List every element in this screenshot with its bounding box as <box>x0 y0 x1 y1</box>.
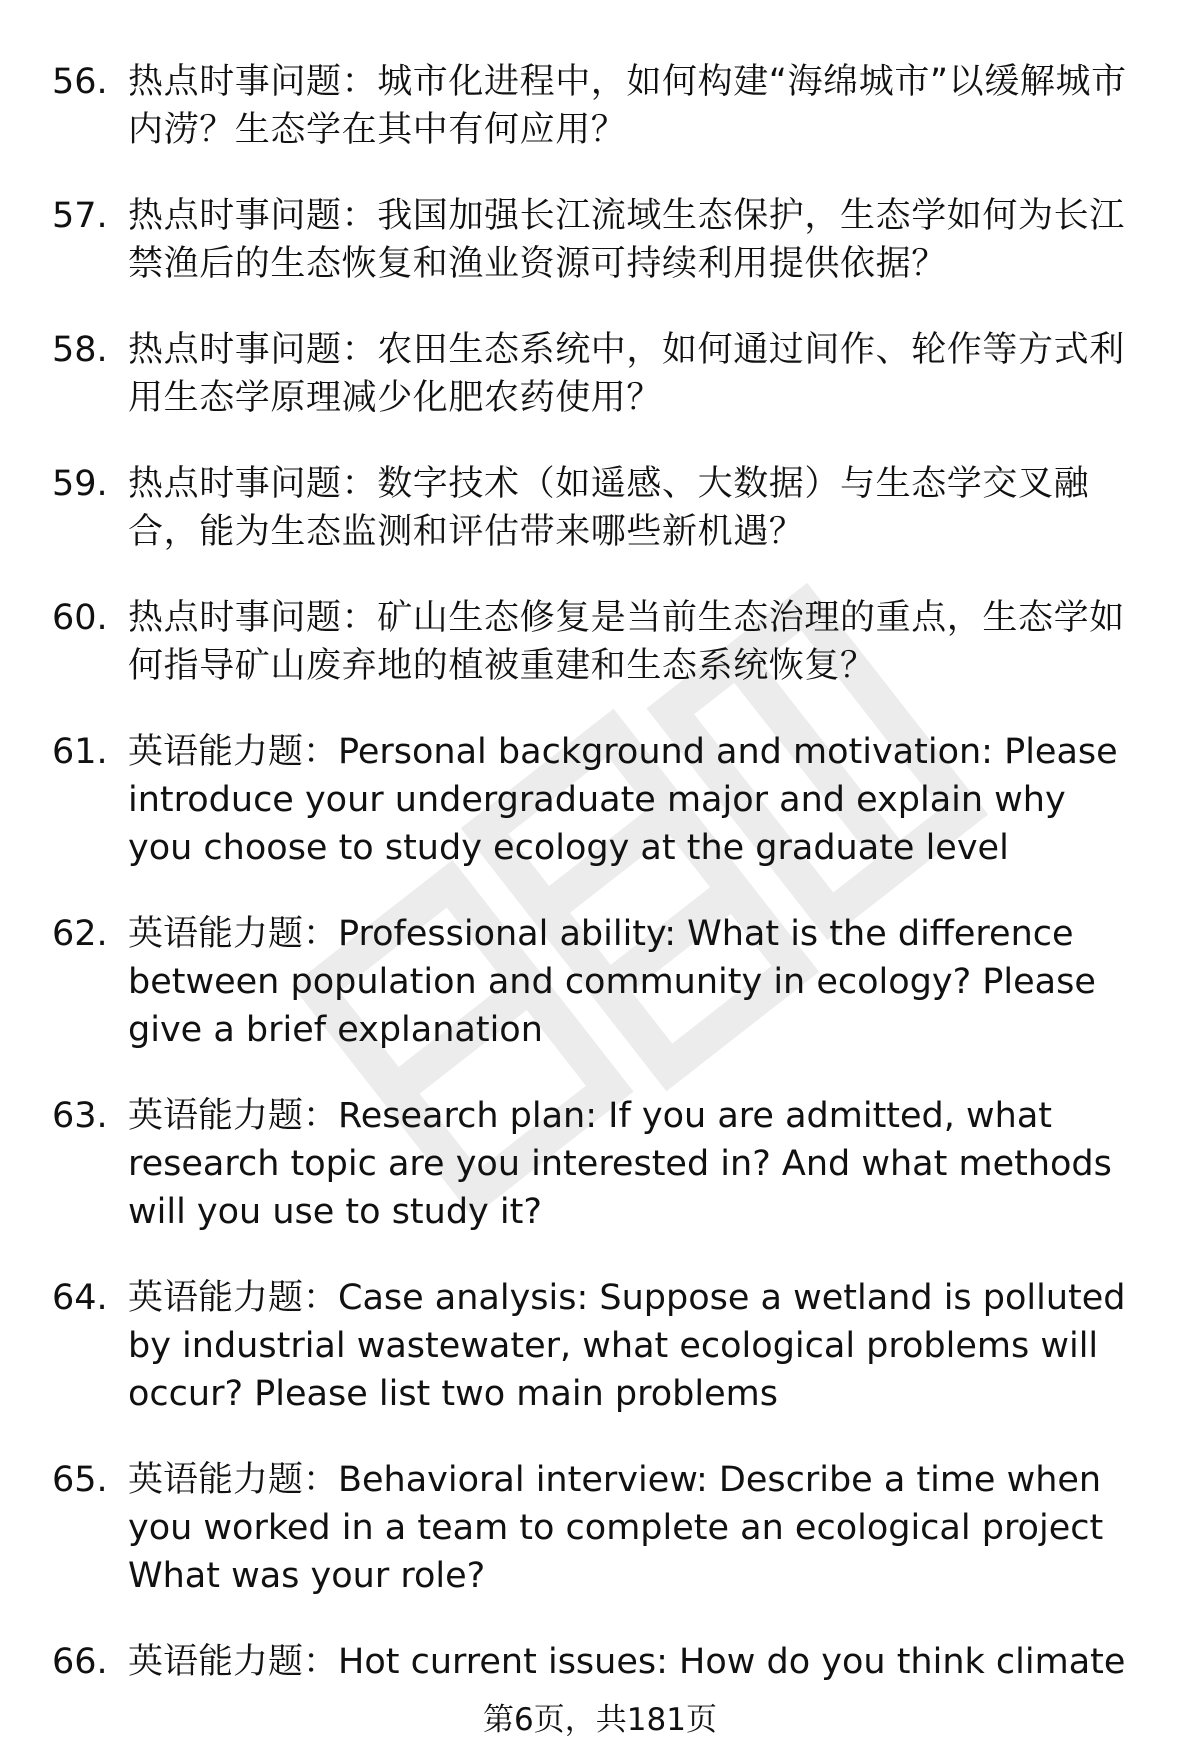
question-number: 62. <box>52 914 108 954</box>
question-text: 热点时事问题：数字技术（如遥感、大数据）与生态学交叉融合，能为生态监测和评估带来哪些新机遇？ <box>128 464 1090 552</box>
question-list <box>0 58 1200 1686</box>
list-item <box>0 326 1200 422</box>
list-item <box>0 460 1200 556</box>
question-number: 58. <box>52 330 108 370</box>
list-item <box>0 58 1200 154</box>
question-number: 60. <box>52 598 108 638</box>
question-number: 64. <box>52 1278 108 1318</box>
question-text: 热点时事问题：矿山生态修复是当前生态治理的重点，生态学如何指导矿山废弃地的植被重建和生态系统恢复？ <box>128 598 1125 686</box>
list-item <box>0 594 1200 690</box>
list-item <box>0 910 1200 1054</box>
question-text: 英语能力题：Behavioral interview: Describe a time when you worked in a team to complete an ecological project What was your role? <box>128 1460 1104 1596</box>
list-item <box>0 1274 1200 1418</box>
page-indicator: 第6页，共181页 <box>483 1702 717 1738</box>
list-item <box>0 728 1200 872</box>
question-number: 66. <box>52 1642 108 1682</box>
question-text: 英语能力题：Research plan: If you are admitted, what research topic are you interested in? And what methods will you use to study it? <box>128 1096 1112 1232</box>
list-item <box>0 1456 1200 1600</box>
question-number: 63. <box>52 1096 108 1136</box>
question-number: 61. <box>52 732 108 772</box>
question-text: 热点时事问题：城市化进程中，如何构建“海绵城市”以缓解城市内涝？生态学在其中有何应用？ <box>128 62 1127 150</box>
list-item <box>0 192 1200 288</box>
list-item <box>0 1638 1200 1686</box>
question-number: 59. <box>52 464 108 504</box>
question-text: 热点时事问题：农田生态系统中，如何通过间作、轮作等方式利用生态学原理减少化肥农药使用？ <box>128 330 1125 418</box>
question-number: 65. <box>52 1460 108 1500</box>
question-text: 热点时事问题：我国加强长江流域生态保护，生态学如何为长江禁渔后的生态恢复和渔业资源可持续利用提供依据？ <box>128 196 1125 284</box>
question-number: 57. <box>52 196 108 236</box>
question-number: 56. <box>52 62 108 102</box>
question-text: 英语能力题：Professional ability: What is the difference between population and community in ecology? Please give a brief explanation <box>128 914 1096 1050</box>
list-item <box>0 1092 1200 1236</box>
question-text: 英语能力题：Case analysis: Suppose a wetland is polluted by industrial wastewater, what ecological problems will occur? Please list two main problems <box>128 1278 1126 1414</box>
question-text: 英语能力题：Hot current issues: How do you think climate <box>128 1642 1126 1682</box>
question-text: 英语能力题：Personal background and motivation: Please introduce your undergraduate major and explain why you choose to study ecology at the graduate level <box>128 732 1118 868</box>
